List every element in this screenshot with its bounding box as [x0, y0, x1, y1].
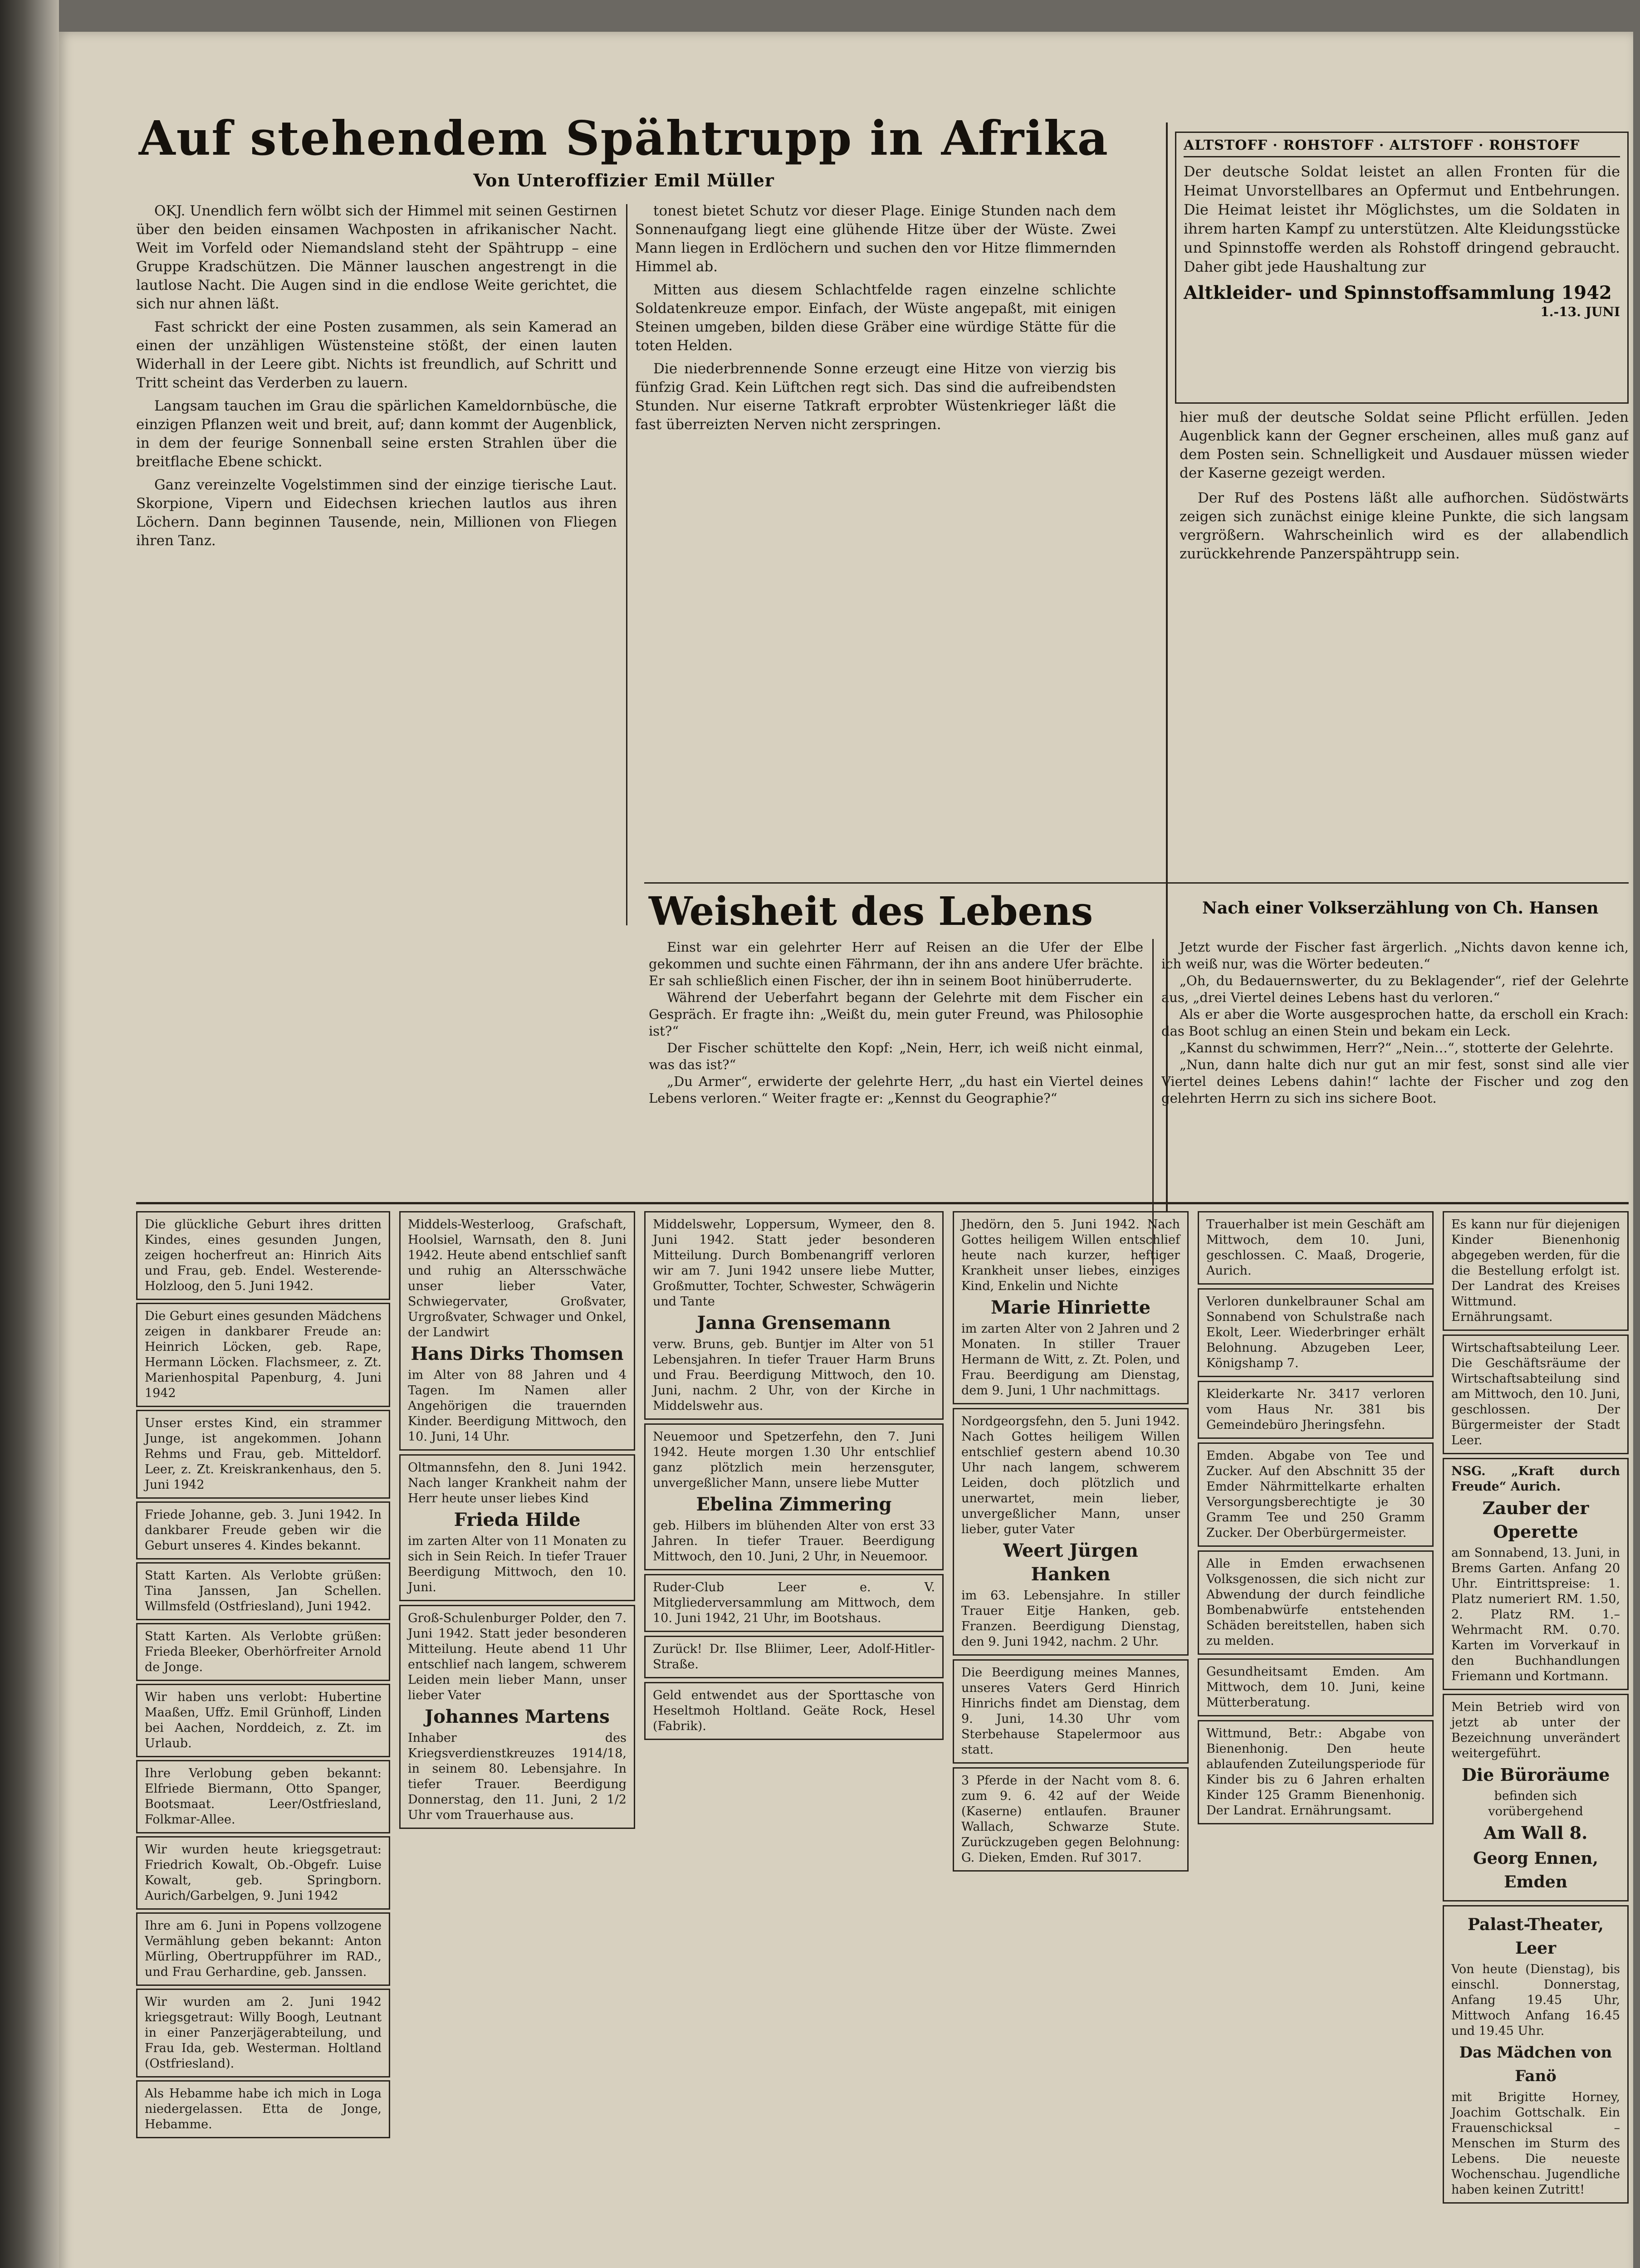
business-ad: Mein Betrieb wird von jetzt ab unter der Bezeichnung unverändert weitergeführt. Die Büroräume befinden sich vorübergehend Am Wall 8. Georg Ennen, Emden — [1443, 1694, 1629, 1901]
section-rule — [136, 1202, 1629, 1204]
ads-column-6 — [1443, 1211, 1629, 2268]
film-title: Das Mädchen von Fanö — [1459, 2043, 1612, 2085]
altstoff-box — [1175, 132, 1629, 404]
paragraph: tonest bietet Schutz vor dieser Plage. Einige Stunden nach dem Sonnenaufgang liegt eine glühende Hitze über der Wüste. Zwei Mann liegen in Erdlöchern und suchen den vor Hitze flimmernden Himmel ab. — [635, 203, 1116, 275]
family-notice: Ihre am 6. Juni in Popens vollzogene Vermählung geben bekannt: Anton Mürling, Obertruppführer im RAD., und Frau Gerhardine, geb. Janssen. — [136, 1912, 390, 1986]
ads-column-2 — [399, 1211, 635, 2268]
family-notice: Statt Karten. Als Verlobte grüßen: Frieda Bleeker, Oberhörfreiter Arnold de Jonge. — [136, 1623, 390, 1681]
family-notice: Unser erstes Kind, ein strammer Junge, ist angekommen. Johann Rehms und Frau, geb. Mitteldorf. Leer, z. Zt. Kreiskrankenhaus, den 5. Juni 1942 — [136, 1410, 390, 1499]
paragraph: „Du Armer“, erwiderte der gelehrte Herr, „du hast ein Viertel deines Lebens verloren.“ Weiter fragte er: „Kennst du Geographie?“ — [649, 1074, 1143, 1106]
paragraph: Der Ruf des Postens läßt alle aufhorchen. Südöstwärts zeigen sich zunächst einige kleine Punkte, die sich langsam vergrößern. Wahrscheinlich wird es der allabendlich zurückkehrende Panzerspähtrupp sein. — [1180, 490, 1629, 562]
article-column-1 — [136, 202, 617, 1182]
notice: Es kann nur für diejenigen Kinder Bienenhonig abgegeben werden, für die die Bestellung erfolgt ist. Der Landrat des Kreises Wittmund. Ernährungsamt. — [1443, 1211, 1629, 1331]
ads-column-5 — [1198, 1211, 1434, 2268]
paragraph: Mitten aus diesem Schlachtfelde ragen einzelne schlichte Soldatenkreuze empor. Einfach, der Wüste angepaßt, mit einigen Steinen umgeben, bilden diese Gräber eine würdige Stätte für die toten Helden. — [635, 282, 1116, 354]
notice: Kleiderkarte Nr. 3417 verloren vom Haus Nr. 381 bis Gemeindebüro Jheringsfehn. — [1198, 1381, 1434, 1439]
book-spine — [0, 0, 59, 2268]
altstoff-intro: Der deutsche Soldat leistet an allen Fronten für die Heimat Unvorstellbares an Opfermut und Entbehrungen. Die Heimat leistet ihr Möglichstes, um die Soldaten in ihrem harten Kampf zu unterstützen. Alte Kleidungsstücke und Spinnstoffe werden als Rohstoff dringend gebraucht. Daher gibt jede Haushaltung zur — [1184, 163, 1620, 275]
deceased-name: Janna Grensemann — [697, 1312, 891, 1334]
obituary: Middels-Westerloog, Grafschaft, Hoolsiel, Warnsath, den 8. Juni 1942. Heute abend entschlief sanft und ruhig an Altersschwäche unser lieber Vater, Schwiegervater, Großvater, Urgroßvater, Schwager und Onkel, der Landwirt Hans Dirks Thomsen im Alter von 88 Jahren und 4 Tagen. Im Namen aller Angehörigen die trauernden Kinder. Beerdigung Mittwoch, den 10. Juni, 14 Uhr. — [399, 1211, 635, 1451]
notice: Wirtschaftsabteilung Leer. Die Geschäftsräume der Wirtschaftsabteilung sind am Mittwoch, den 10. Juni, geschlossen. Der Bürgermeister der Stadt Leer. — [1443, 1334, 1629, 1454]
club-notice: Ruder-Club Leer e. V. Mitgliederversammlung am Mittwoch, dem 10. Juni 1942, 21 Uhr, im Bootshaus. — [644, 1574, 944, 1632]
notice: Geld entwendet aus der Sporttasche von Heseltmoh Holtland. Geäte Rock, Hesel (Fabrik). — [644, 1682, 944, 1740]
paragraph: Fast schrickt der eine Posten zusammen, als sein Kamerad an einen der unzähligen Wüstensteine stößt, der einen lauten Widerhall in der Leere gibt. Nichts ist freundlich, auf Schritt und Tritt scheint das Verderben zu lauern. — [136, 319, 617, 391]
deceased-name: Marie Hinriette — [990, 1297, 1151, 1318]
column-rule — [626, 204, 627, 925]
family-notice: Wir wurden heute kriegsgetraut: Friedrich Kowalt, Ob.-Obgefr. Luise Kowalt, geb. Springborn. Aurich/Garbelgen, 9. Juni 1942 — [136, 1836, 390, 1910]
paragraph: Die niederbrennende Sonne erzeugt eine Hitze von vierzig bis fünfzig Grad. Kein Lüftchen regt sich. Das sind die aufreibendsten Stunden. Nur eiserne Tatkraft erprobter Wüstenkrieger läßt die fast überreizten Nerven nicht zerspringen. — [635, 361, 1116, 433]
notice: Gesundheitsamt Emden. Am Mittwoch, dem 10. Juni, keine Mütterberatung. — [1198, 1658, 1434, 1716]
paragraph: Der Fischer schüttelte den Kopf: „Nein, Herr, ich weiß nicht einmal, was das ist?“ — [649, 1040, 1143, 1072]
paragraph: Während der Ueberfahrt begann der Gelehrte mit dem Fischer ein Gespräch. Er fragte ihn: „Weißt du, mein guter Freund, was Philosophie ist?“ — [649, 990, 1143, 1039]
ads-column-4 — [953, 1211, 1189, 2268]
article-byline: Von Unteroffizier Emil Müller — [473, 170, 774, 191]
article-subtitle: Nach einer Volkserzählung von Ch. Hansen — [1202, 899, 1599, 918]
family-notice: Ihre Verlobung geben bekannt: Elfriede Biermann, Otto Spanger, Bootsmaat. Leer/Ostfriesland, Folkmar-Allee. — [136, 1760, 390, 1833]
paragraph: Ganz vereinzelte Vogelstimmen sind der einzige tierische Laut. Skorpione, Vipern und Eidechsen kriechen lautlos aus ihren Löchern. Dann beginnen Tausende, nein, Millionen von Fliegen ihren Tanz. — [136, 477, 617, 549]
family-notice: Friede Johanne, geb. 3. Juni 1942. In dankbarer Freude geben wir die Geburt unseres 4. Kindes bekannt. — [136, 1501, 390, 1559]
notice: Verloren dunkelbrauner Schal am Sonnabend von Schulstraße nach Ekolt, Leer. Wiederbringer erhält Belohnung. Abzugeben Leer, Königshamp 7. — [1198, 1288, 1434, 1377]
obituary: Nordgeorgsfehn, den 5. Juni 1942. Nach Gottes heiligem Willen entschlief gestern abend 10.30 Uhr nach langem, schwerem Leiden, doch plötzlich und unerwartet, mein lieber, unvergeßlicher Mann, unser lieber, guter Vater Weert Jürgen Hanken im 63. Lebensjahre. In stiller Trauer Eitje Hanken, geb. Franzen. Beerdigung Dienstag, den 9. Juni 1942, nachm. 2 Uhr. — [953, 1408, 1189, 1656]
deceased-name: Hans Dirks Thomsen — [411, 1343, 624, 1364]
family-notice: Wir wurden am 2. Juni 1942 kriegsgetraut: Willy Boogh, Leutnant in einer Panzerjägerabteilung, und Frau Ida, geb. Westerman. Holtland (Ostfriesland). — [136, 1989, 390, 2077]
article-title: Weisheit des Lebens — [649, 889, 1093, 934]
paragraph: „Kannst du schwimmen, Herr?“ „Nein…“, stotterte der Gelehrte. — [1180, 1040, 1614, 1056]
altstoff-drive-title: Altkleider- und Spinnstoffsammlung 1942 — [1184, 282, 1612, 303]
deceased-name: Frieda Hilde — [454, 1509, 581, 1530]
family-notice: Statt Karten. Als Verlobte grüßen: Tina Janssen, Jan Schellen. Willmsfeld (Ostfriesland), Juni 1942. — [136, 1562, 390, 1620]
event-ad: NSG. „Kraft durch Freude“ Aurich. Zauber der Operette am Sonnabend, 13. Juni, in Brems Garten. Anfang 20 Uhr. Eintrittspreise: 1. Platz numeriert RM. 1.50, 2. Platz RM. 1.– Wehrmacht RM. 0.70. Karten im Vorverkauf in den Buchhandlungen Friemann und Kortmann. — [1443, 1458, 1629, 1690]
obituary: Oltmannsfehn, den 8. Juni 1942. Nach langer Krankheit nahm der Herr heute unser liebes Kind Frieda Hilde im zarten Alter von 11 Monaten zu sich in Sein Reich. In tiefer Trauer Beerdigung Mittwoch, den 10. Juni. — [399, 1454, 635, 1601]
paragraph: Als er aber die Worte ausgesprochen hatte, da erscholl ein Krach: das Boot schlug an einen Stein und bekam ein Leck. — [1161, 1007, 1629, 1039]
paragraph: hier muß der deutsche Soldat seine Pflicht erfüllen. Jeden Augenblick kann der Gegner erscheinen, alles muß ganz auf dem Posten sein. Schnelligkeit und Ausdauer müssen wieder der Kaserne gezeigt werden. — [1180, 409, 1629, 481]
obituary: Groß-Schulenburger Polder, den 7. Juni 1942. Statt jeder besonderen Mitteilung. Heute abend 11 Uhr entschlief nach langem, schwerem Leiden mein lieber Mann, unser lieber Vater Johannes Martens Inhaber des Kriegsverdienstkreuzes 1914/18, in seinem 80. Lebensjahre. In tiefer Trauer. Beerdigung Donnerstag, den 11. Juni, 2 1/2 Uhr vom Trauerhause aus. — [399, 1605, 635, 1829]
family-notice: Wir haben uns verlobt: Hubertine Maaßen, Uffz. Emil Grünhoff, Linden bei Aachen, Norddeich, z. Zt. im Urlaub. — [136, 1684, 390, 1757]
paragraph: „Nun, dann halte dich nur gut an mir fest, sonst sind alle vier Viertel deines Lebens dahin!“ lachte der Fischer und zog den gelehrten Herrn zu sich ins sichere Boot. — [1161, 1057, 1629, 1106]
paragraph: Einst war ein gelehrter Herr auf Reisen an die Ufer der Elbe gekommen und suchte einen Fährmann, der ihn ans andere Ufer brächte. Er sah schließlich einen Fischer, der ihn in seinem Boot hinüberruderte. — [649, 939, 1143, 988]
article-title: Auf stehendem Spähtrupp in Afrika — [138, 110, 1109, 166]
obituary: Neuemoor und Spetzerfehn, den 7. Juni 1942. Heute morgen 1.30 Uhr entschlief ganz plötzlich mein herzensguter, unvergeßlicher Mann, unsere liebe Mutter Ebelina Zimmering geb. Hilbers im blühenden Alter von erst 33 Jahren. In tiefer Trauer. Beerdigung Mittwoch, den 10. Juni, 2 Uhr, in Neuemoor. — [644, 1423, 944, 1570]
notice: Zurück! Dr. Ilse Bliimer, Leer, Adolf-Hitler-Straße. — [644, 1636, 944, 1678]
obituary: Middelswehr, Loppersum, Wymeer, den 8. Juni 1942. Statt jeder besonderen Mitteilung. Durch Bombenangriff verloren wir am 7. Juni 1942 unsere liebe Mutter, Großmutter, Tochter, Schwester, Schwägerin und Tante Janna Grensemann verw. Bruns, geb. Buntjer im Alter von 51 Lebensjahren. In tiefer Trauer Harm Bruns und Frau. Beerdigung Mittwoch, den 10. Juni, nachm. 2 Uhr, von der Kirche in Middelswehr aus. — [644, 1211, 944, 1420]
notice: 3 Pferde in der Nacht vom 8. 6. zum 9. 6. 42 auf der Weide (Kaserne) entlaufen. Brauner Wallach, Schwarze Stute. Zurückzugeben gegen Belohnung: G. Dieken, Emden. Ruf 3017. — [953, 1767, 1189, 1872]
deceased-name: Ebelina Zimmering — [696, 1494, 892, 1515]
notice: Alle in Emden erwachsenen Volksgenossen, die sich nicht zur Abwendung der durch feindliche Bombenabwürfe entstehenden Schäden bereitstellen, haben sich zu melden. — [1198, 1550, 1434, 1655]
notice: Die Beerdigung meines Mannes, unseres Vaters Gerd Hinrich Hinrichs findet am Dienstag, dem 9. Juni, 14.30 Uhr vom Sterbehause Stapelermoor aus statt. — [953, 1659, 1189, 1764]
obituary: Jhedörn, den 5. Juni 1942. Nach Gottes heiligem Willen entschlief heute nach kurzer, heftiger Krankheit unser liebes, einziges Kind, Enkelin und Nichte Marie Hinriette im zarten Alter von 2 Jahren und 2 Monaten. In stiller Trauer Hermann de Witt, z. Zt. Polen, und Frau. Beerdigung am Dienstag, dem 9. Juni, 1 Uhr nachmittags. — [953, 1211, 1189, 1404]
deceased-name: Johannes Martens — [425, 1706, 610, 1727]
article-column-2 — [635, 202, 1116, 900]
cinema-ad: Palast-Theater, Leer Von heute (Dienstag), bis einschl. Donnerstag, Anfang 19.45 Uhr, Mittwoch Anfang 16.45 und 19.45 Uhr. Das Mädchen von Fanö mit Brigitte Horney, Joachim Gottschalk. Ein Frauenschicksal – Menschen im Sturm des Lebens. Die neueste Wochenschau. Jugendliche haben keinen Zutritt! — [1443, 1905, 1629, 2204]
altstoff-header: ALTSTOFF · ROHSTOFF · ALTSTOFF · ROHSTOFF — [1184, 137, 1620, 157]
sidebar-column — [1180, 408, 1629, 898]
ads-column-1 — [136, 1211, 390, 2268]
paragraph: Jetzt wurde der Fischer fast ärgerlich. „Nichts davon kenne ich, ich weiß nur, was die Wörter bedeuten.“ — [1161, 939, 1629, 972]
family-notice: Die glückliche Geburt ihres dritten Kindes, eines gesunden Jungen, zeigen hocherfreut an: Hinrich Aits und Frau, geb. Endel. Westerende-Holzloog, den 5. Juni 1942. — [136, 1211, 390, 1300]
newspaper-page — [59, 32, 1633, 2268]
notice: Trauerhalber ist mein Geschäft am Mittwoch, dem 10. Juni, geschlossen. C. Maaß, Drogerie, Aurich. — [1198, 1211, 1434, 1285]
family-notice: Als Hebamme habe ich mich in Loga niedergelassen. Etta de Jonge, Hebamme. — [136, 2080, 390, 2138]
deceased-name: Weert Jürgen Hanken — [1003, 1540, 1138, 1585]
notice: Wittmund, Betr.: Abgabe von Bienenhonig. Den heute ablaufenden Zuteilungsperiode für Kinder bis zu 6 Jahren erhalten Kinder 125 Gramm Bienenhonig. Der Landrat. Ernährungsamt. — [1198, 1720, 1434, 1824]
notice: Emden. Abgabe von Tee und Zucker. Auf den Abschnitt 35 der Emder Nährmittelkarte erhalten Versorgungsberechtigte je 30 Gramm Tee und 250 Gramm Zucker. Der Oberbürgermeister. — [1198, 1442, 1434, 1547]
altstoff-dates: 1.-13. JUNI — [1540, 304, 1620, 319]
section-rule — [644, 882, 1629, 884]
event-title: Zauber der Operette — [1482, 1498, 1589, 1542]
paragraph: „Oh, du Bedauernswerter, du zu Beklagender“, rief der Gelehrte aus, „drei Viertel deines Lebens hast du verloren.“ — [1161, 973, 1629, 1005]
ads-column-3 — [644, 1211, 944, 2268]
family-notice: Die Geburt eines gesunden Mädchens zeigen in dankbarer Freude an: Heinrich Löcken, geb. Rape, Hermann Löcken. Flachsmeer, z. Zt. Marienhospital Papenburg, 4. Juni 1942 — [136, 1303, 390, 1407]
paragraph: OKJ. Unendlich fern wölbt sich der Himmel mit seinen Gestirnen über den beiden einsamen Wachposten in afrikanischer Nacht. Weit im Vorfeld oder Niemandsland steht der Spähtrupp – eine Gruppe Kradschützen. Die Männer lauschen angestrengt in die lautlose Nacht. Die Augen sind in die endlose Weite gerichtet, die sich nur ahnen läßt. — [136, 203, 617, 312]
paragraph: Langsam tauchen im Grau die spärlichen Kameldornbüsche, die einzigen Pflanzen weit und breit, auf; dann kommt der Augenblick, in dem der feurige Sonnenball seine ersten Strahlen über die breitflache Ebene schickt. — [136, 398, 617, 470]
